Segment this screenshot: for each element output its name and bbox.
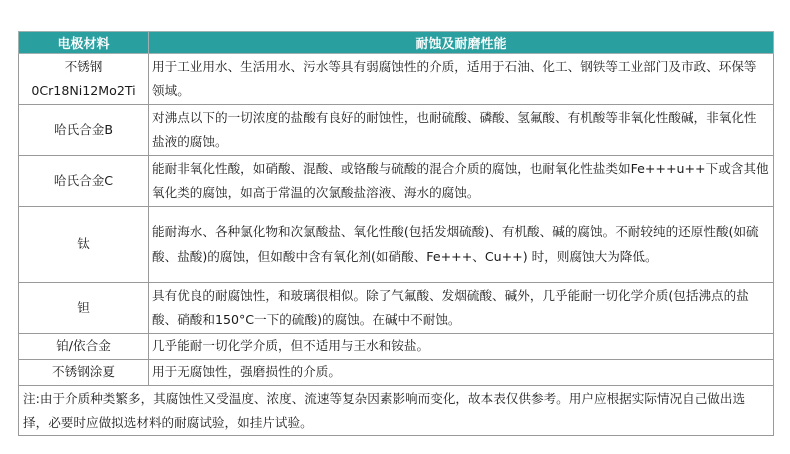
table-note-row (19, 386, 774, 436)
material-name (19, 54, 149, 105)
material-name (19, 360, 149, 386)
material-name (19, 156, 149, 207)
material-name-line: 不锈钢 (64, 58, 103, 74)
table-row (19, 334, 774, 360)
material-name-line: 钽 (77, 299, 90, 315)
material-name (19, 105, 149, 156)
material-description: 具有优良的耐腐蚀性，和玻璃很相似。除了气氟酸、发烟硫酸、碱外，几乎能耐一切化学介质(包括沸点的盐酸、硝酸和150°C一下的硫酸)的腐蚀。在碱中不耐蚀。 (149, 283, 774, 334)
material-description: 能耐非氧化性酸，如硝酸、混酸、或铬酸与硫酸的混合介质的腐蚀，也耐氧化性盐类如Fe+++u++下或含其他氧化类的腐蚀，如高于常温的次氯酸盐溶液、海水的腐蚀。 (149, 156, 774, 207)
material-name-line: 哈氏合金C (53, 172, 114, 188)
table-row (19, 360, 774, 386)
table-row (19, 105, 774, 156)
header-electrode-material: 电极材料 (19, 32, 149, 54)
material-name-line: 铂/依合金 (56, 338, 111, 354)
material-name-line: 不锈钢涂夏 (52, 364, 115, 380)
corrosion-resistance-table (18, 31, 774, 436)
table-row (19, 207, 774, 283)
material-description: 用于工业用水、生活用水、污水等具有弱腐蚀性的介质，适用于石油、化工、钢铁等工业部门及市政、环保等领域。 (149, 54, 774, 105)
table-header-row (19, 32, 774, 54)
header-corrosion-performance: 耐蚀及耐磨性能 (149, 32, 774, 54)
corrosion-table-container (18, 31, 773, 436)
material-name (19, 283, 149, 334)
table-note: 注:由于介质种类繁多，其腐蚀性又受温度、浓度、流速等复杂因素影响而变化，故本表仅供参考。用户应根据实际情况自己做出选择，必要时应做拟选材料的耐腐试验，如挂片试验。 (19, 386, 774, 436)
material-name-line: 钛 (77, 236, 90, 252)
material-name (19, 334, 149, 360)
material-name (19, 207, 149, 283)
material-name-line: 哈氏合金B (53, 121, 113, 137)
table-row (19, 156, 774, 207)
material-description: 用于无腐蚀性，强磨损性的介质。 (149, 360, 774, 386)
table-row (19, 283, 774, 334)
material-description: 对沸点以下的一切浓度的盐酸有良好的耐蚀性，也耐硫酸、磷酸、氢氟酸、有机酸等非氧化性酸碱，非氧化性盐液的腐蚀。 (149, 105, 774, 156)
material-name-line: 0Cr18Ni12Mo2Ti (31, 83, 136, 98)
table-row (19, 54, 774, 105)
material-description: 几乎能耐一切化学介质，但不适用与王水和铵盐。 (149, 334, 774, 360)
material-description: 能耐海水、各种氯化物和次氯酸盐、氧化性酸(包括发烟硫酸)、有机酸、碱的腐蚀。不耐较纯的还原性酸(如硫酸、盐酸)的腐蚀，但如酸中含有氧化剂(如硝酸、Fe+++、Cu++) 时，则腐蚀大为降低。 (149, 207, 774, 283)
